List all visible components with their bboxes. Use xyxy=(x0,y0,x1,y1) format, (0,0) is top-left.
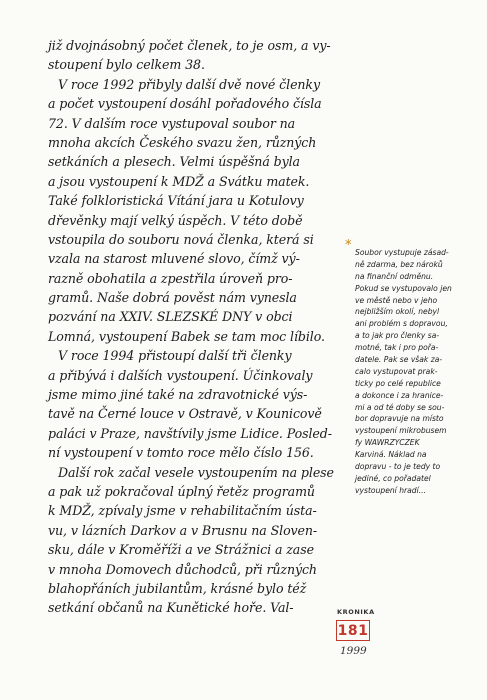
text-line: gramů. Naše dobrá pověst nám vynesla xyxy=(48,290,297,306)
text-line: mnoha akcích Českého svazu žen, různých xyxy=(48,134,317,150)
side-note-line: ve městě nebo v jeho xyxy=(355,295,438,305)
text-line: vzala na starost mluvené slovo, čímž vý- xyxy=(48,251,300,267)
side-note-line: mi a od té doby se sou- xyxy=(355,402,445,412)
text-line: pozvání na XXIV. SLEZSKÉ DNY v obci xyxy=(48,309,293,325)
side-note-line: na finanční odměnu. xyxy=(355,271,434,281)
text-line: Také folkloristická Vítání jara u Kotulovy xyxy=(48,193,304,209)
side-note-line: fy WAWRZYCZEK xyxy=(355,438,420,448)
text-line: setkání občanů na Kunětické hoře. Val- xyxy=(48,600,294,616)
page-number-box xyxy=(336,620,370,641)
chronicle-stamp xyxy=(328,608,388,688)
text-line: a přibývá i dalších vystoupení. Účinkovaly xyxy=(48,367,313,383)
text-line: a jsou vystoupení k MDŽ a Svátku matek. xyxy=(48,173,310,189)
text-line: již dvojnásobný počet členek, to je osm, a vy- xyxy=(48,38,331,53)
side-note-line: ně zdarma, bez nároků xyxy=(355,259,443,269)
side-note-line: ani problém s dopravou, xyxy=(355,319,448,329)
side-note-line: dopravu - to je tedy to xyxy=(355,462,441,472)
side-note-line: jediné, co pořadatel xyxy=(355,473,431,483)
side-note-line: Karviná. Náklad na xyxy=(355,450,427,460)
text-line: vstoupila do souboru nová členka, která si xyxy=(48,231,314,247)
side-note-line: a to jak pro členky sa- xyxy=(355,331,440,341)
text-line: sku, dále v Kroměříži a ve Strážnici a zase xyxy=(48,542,314,558)
text-line: Další rok začal vesele vystoupením na plese xyxy=(58,464,334,480)
text-line: dřevěnky mají velký úspěch. V této době xyxy=(48,212,303,228)
side-note-line: datele. Pak se však za- xyxy=(355,355,443,365)
stamp-label: KRONIKA xyxy=(337,608,375,616)
asterisk-mark: * xyxy=(345,238,352,253)
text-line: k MDŽ, zpívaly jsme v rehabilitačním ústa- xyxy=(48,503,317,519)
side-note-line: nejbližším okolí, nebyl xyxy=(355,307,440,317)
stamp-year: 1999 xyxy=(340,645,367,657)
side-note-line: calo vystupovat prak- xyxy=(355,366,438,376)
main-text-column xyxy=(48,36,348,618)
side-note-line: bor dopravuje na místo xyxy=(355,414,444,424)
text-line: jsme mimo jiné také na zdravotnické výs- xyxy=(48,387,308,403)
text-line: a pak už pokračoval úplný řetěz programů xyxy=(48,483,315,499)
side-note-line: vystoupení hradí... xyxy=(355,485,426,495)
side-note-line: vystoupení mikrobusem xyxy=(355,426,447,436)
side-note-line: Soubor vystupuje zásad- xyxy=(355,248,449,257)
side-note-line: a dokonce i za hranice- xyxy=(355,390,444,400)
text-line: v mnoha Domovech důchodců, při různých xyxy=(48,561,317,577)
text-line: razně obohatila a zpestřila úroveň pro- xyxy=(48,270,293,286)
text-line: V roce 1994 přistoupí další tři členky xyxy=(58,348,292,364)
text-line: 72. V dalším roce vystupoval soubor na xyxy=(48,115,296,131)
text-line: vu, v lázních Darkov a v Brusnu na Sloven- xyxy=(48,522,318,538)
side-note xyxy=(355,247,480,497)
text-line: blahopřáních jubilantům, krásné bylo též xyxy=(48,580,307,596)
text-line: setkáních a plesech. Velmi úspěšná byla xyxy=(48,154,300,170)
side-note-line: motné, tak i pro pořa- xyxy=(355,343,439,353)
text-line: Lomná, vystoupení Babek se tam moc líbilo. xyxy=(48,328,325,344)
side-note-line: ticky po celé republice xyxy=(355,378,441,388)
text-line: ní vystoupení v tomto roce mělo číslo 156. xyxy=(48,445,314,461)
text-line: paláci v Praze, navštívily jsme Lidice. Posled- xyxy=(48,425,332,441)
text-line: a počet vystoupení dosáhl pořadového čísla xyxy=(48,96,322,112)
page-number: 181 xyxy=(337,622,369,639)
text-line: stoupení bylo celkem 38. xyxy=(48,57,205,73)
text-line: tavě na Černé louce v Ostravě, v Kounicově xyxy=(48,406,322,422)
side-note-line: Pokud se vystupovalo jen xyxy=(355,283,452,293)
text-line: V roce 1992 přibyly další dvě nové členky xyxy=(58,76,320,92)
